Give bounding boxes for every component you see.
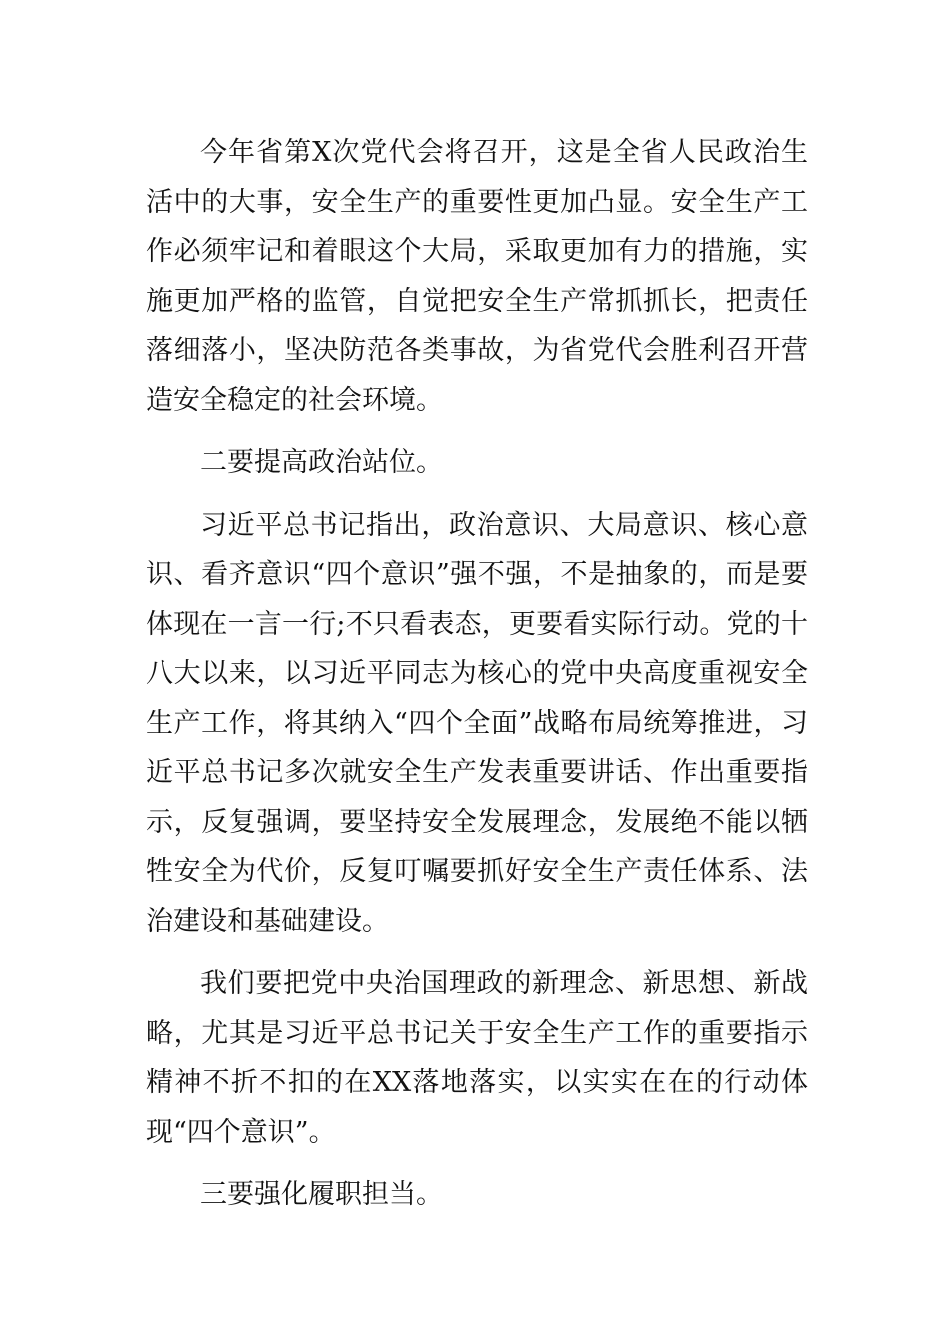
paragraph-party-congress: 今年省第X次党代会将召开，这是全省人民政治生活中的大事，安全生产的重要性更加凸显。安全生产工作必须牢记和着眼这个大局，采取更加有力的措施，实施更加严格的监管，自觉把安全生产常抓抓长，把责任落细落小，坚决防范各类事故，为省党代会胜利召开营造安全稳定的社会环境。: [146, 137, 808, 416]
heading-political-stance: 二要提高政治站位。: [200, 447, 443, 478]
paragraph-four-consciousness: 习近平总书记指出，政治意识、大局意识、核心意识、看齐意识“四个意识”强不强，不是抽象的，而是要体现在一言一行;不只看表态，更要看实际行动。党的十八大以来，以习近平同志为核心的党中央高度重视安全生产工作，将其纳入“四个全面”战略布局统筹推进，习近平总书记多次就安全生产发表重要讲话、作出重要指示，反复强调，要坚持安全发展理念，发展绝不能以牺牲安全为代价，反复叮嘱要抓好安全生产责任体系、法治建设和基础建设。: [146, 509, 808, 937]
document-body: [146, 128, 808, 1233]
heading-responsibility: 三要强化履职担当。: [200, 1179, 443, 1210]
paragraph-implementation: 我们要把党中央治国理政的新理念、新思想、新战略，尤其是习近平总书记关于安全生产工作的重要指示精神不折不扣的在XX落地落实，以实实在在的行动体现“四个意识”。: [146, 968, 808, 1148]
